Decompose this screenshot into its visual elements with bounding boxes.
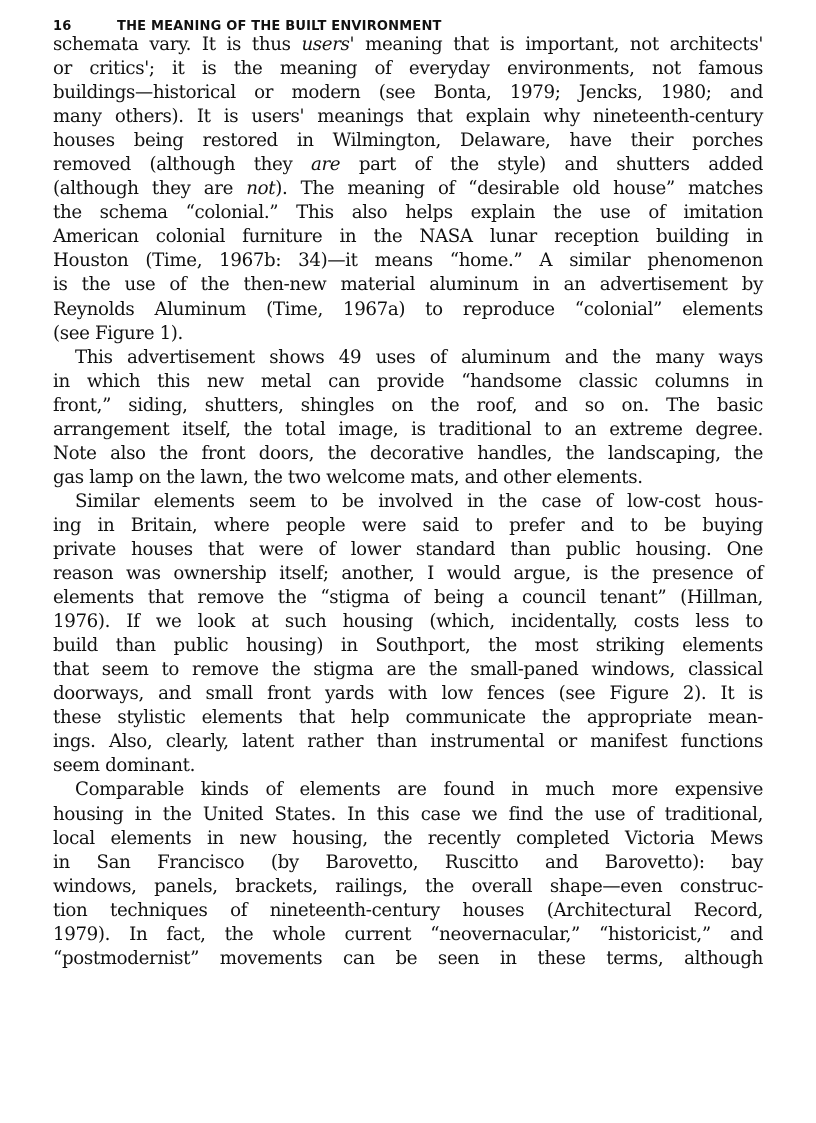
italic-text: are	[310, 154, 341, 176]
text-line	[53, 562, 763, 586]
text-line	[53, 370, 763, 394]
text-line	[53, 514, 763, 538]
italic-text: users'	[301, 34, 355, 55]
text-line	[53, 129, 763, 153]
paragraph	[53, 33, 763, 346]
text-run: Houston (Time, 1967b: 34)—it means “home.” A similar phenomenon	[53, 250, 763, 272]
text-run: schemata vary. It is thus	[53, 34, 302, 55]
text-line	[53, 658, 763, 682]
text-run: Comparable kinds of elements are found in much more expensive	[75, 779, 763, 801]
text-run: build than public housing) in Southport, the most striking elements	[53, 635, 763, 657]
text-line	[53, 490, 763, 514]
text-line	[53, 442, 763, 466]
paragraph	[53, 346, 763, 490]
text-line	[53, 153, 763, 177]
text-run: ings. Also, clearly, latent rather than instrumental or manifest functions	[53, 731, 763, 753]
text-run: gas lamp on the lawn, the two welcome mats, and other elements.	[53, 466, 643, 488]
text-run: 1979). In fact, the whole current “neovernacular,” “historicist,” and	[53, 923, 763, 945]
text-run: in San Francisco (by Barovetto, Ruscitto and Barovetto): bay	[53, 851, 763, 873]
text-run: elements that remove the “stigma of being a council tenant” (Hillman,	[53, 587, 763, 609]
text-run: 1976). If we look at such housing (which, incidentally, costs less to	[53, 611, 763, 633]
text-line	[53, 225, 763, 249]
text-line	[53, 730, 763, 754]
text-line	[53, 851, 763, 875]
text-line	[53, 947, 763, 971]
italic-text: not	[246, 178, 276, 200]
text-line	[53, 57, 763, 81]
page-number: 16	[53, 19, 72, 34]
text-run: reason was ownership itself; another, I would argue, is the presence of	[53, 563, 763, 585]
text-line	[53, 394, 763, 418]
text-line	[53, 201, 763, 225]
text-run: Reynolds Aluminum (Time, 1967a) to reproduce “colonial” elements	[53, 298, 763, 320]
running-title: THE MEANING OF THE BUILT ENVIRONMENT	[117, 19, 442, 34]
text-line	[53, 418, 763, 442]
text-run: many others). It is users' meanings that explain why nineteenth-century	[53, 106, 763, 128]
text-run: American colonial furniture in the NASA lunar reception building in	[53, 226, 763, 248]
text-line	[53, 875, 763, 899]
text-run: ing in Britain, where people were said to prefer and to be buying	[53, 514, 763, 536]
text-line	[53, 538, 763, 562]
text-run: “postmodernist” movements can be seen in these terms, although	[53, 947, 763, 969]
paragraph	[53, 490, 763, 779]
paragraph	[53, 778, 763, 970]
text-line	[53, 803, 763, 827]
text-line	[53, 778, 763, 802]
text-run: part of the style) and shutters added	[340, 154, 763, 176]
text-run: arrangement itself, the total image, is traditional to an extreme degree.	[53, 418, 763, 440]
text-run: windows, panels, brackets, railings, the overall shape—even construc-	[53, 875, 763, 897]
text-line	[53, 105, 763, 129]
text-run: ). The meaning of “desirable old house” matches	[275, 178, 763, 200]
text-run: meaning that is important, not architects'	[354, 34, 763, 55]
text-run: the schema “colonial.” This also helps explain the use of imitation	[53, 202, 763, 224]
text-line	[53, 81, 763, 105]
text-line	[53, 322, 763, 346]
text-run: Similar elements seem to be involved in the case of low-cost hous-	[75, 490, 763, 512]
text-line	[53, 586, 763, 610]
text-run: (see Figure 1).	[53, 322, 183, 344]
text-run: Note also the front doors, the decorative handles, the landscaping, the	[53, 442, 763, 464]
text-line	[53, 177, 763, 201]
text-run: is the use of the then-new material aluminum in an advertisement by	[53, 274, 763, 296]
text-run: This advertisement shows 49 uses of aluminum and the many ways	[75, 346, 763, 368]
text-run: or critics'; it is the meaning of everyday environments, not famous	[53, 58, 763, 80]
text-run: private houses that were of lower standard than public housing. One	[53, 538, 763, 560]
text-line	[53, 466, 763, 490]
text-run: houses being restored in Wilmington, Delaware, have their porches	[53, 130, 763, 152]
text-line	[53, 706, 763, 730]
text-line	[53, 827, 763, 851]
text-run: seem dominant.	[53, 755, 196, 777]
text-line	[53, 346, 763, 370]
text-run: removed (although they	[53, 154, 311, 176]
text-line	[53, 754, 763, 778]
text-run: these stylistic elements that help communicate the appropriate mean-	[53, 707, 763, 729]
text-line	[53, 249, 763, 273]
body-text	[53, 33, 763, 971]
text-line	[53, 298, 763, 322]
text-line	[53, 682, 763, 706]
text-run: tion techniques of nineteenth-century houses (Architectural Record,	[53, 899, 763, 921]
text-run: that seem to remove the stigma are the small-paned windows, classical	[53, 659, 763, 681]
text-line	[53, 923, 763, 947]
text-run: in which this new metal can provide “handsome classic columns in	[53, 370, 763, 392]
text-line	[53, 33, 763, 57]
text-run: front,” siding, shutters, shingles on the roof, and so on. The basic	[53, 394, 763, 416]
text-run: local elements in new housing, the recently completed Victoria Mews	[53, 827, 763, 849]
text-line	[53, 273, 763, 297]
text-run: (although they are	[53, 178, 247, 200]
text-run: buildings—historical or modern (see Bonta, 1979; Jencks, 1980; and	[53, 82, 763, 104]
text-line	[53, 610, 763, 634]
text-run: housing in the United States. In this case we find the use of traditional,	[53, 803, 763, 825]
text-line	[53, 634, 763, 658]
text-line	[53, 899, 763, 923]
text-run: doorways, and small front yards with low fences (see Figure 2). It is	[53, 683, 763, 705]
